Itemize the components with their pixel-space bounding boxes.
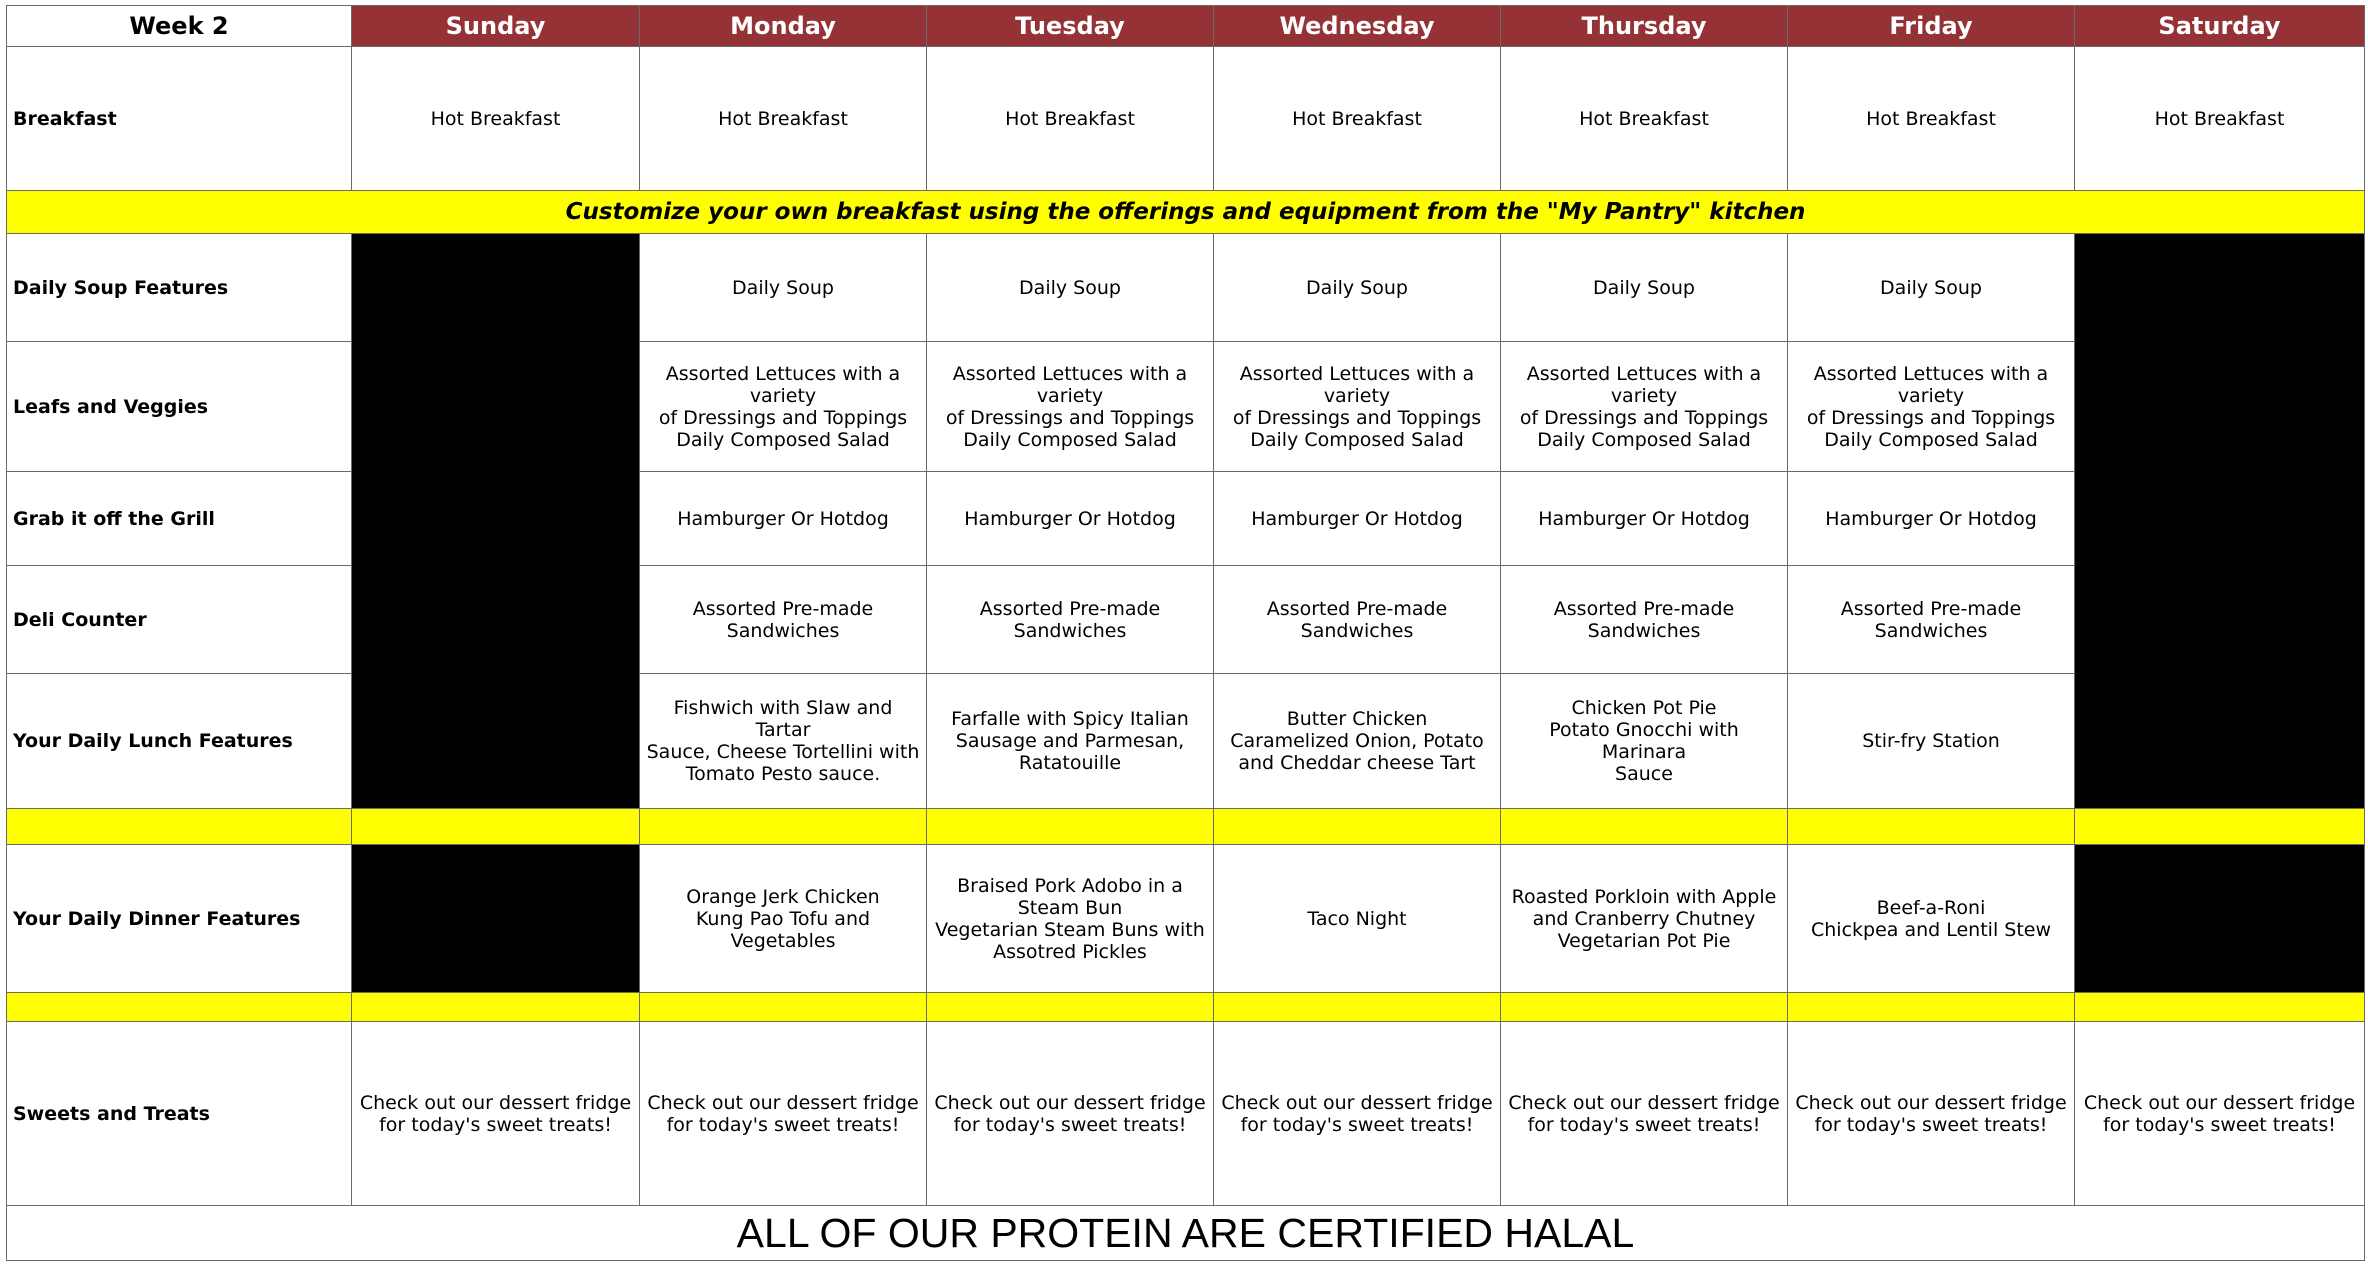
- row-label-leafs: Leafs and Veggies: [7, 342, 352, 472]
- soup-row: [7, 234, 2365, 342]
- row-label-soup: Daily Soup Features: [7, 234, 352, 342]
- soup-cell: Daily Soup: [1501, 234, 1788, 342]
- breakfast-cell: Hot Breakfast: [927, 47, 1214, 191]
- separator-cell: [1501, 809, 1788, 845]
- separator-cell: [1214, 993, 1501, 1022]
- halal-footer: ALL OF OUR PROTEIN ARE CERTIFIED HALAL: [7, 1206, 2365, 1261]
- day-header-saturday: Saturday: [2075, 6, 2365, 47]
- separator-cell: [7, 993, 352, 1022]
- saturday-closed-block: [2075, 845, 2365, 993]
- deli-cell: Assorted Pre-made Sandwiches: [1501, 566, 1788, 674]
- grill-cell: Hamburger Or Hotdog: [1214, 472, 1501, 566]
- day-header-tuesday: Tuesday: [927, 6, 1214, 47]
- separator-cell: [1501, 993, 1788, 1022]
- grill-cell: Hamburger Or Hotdog: [1788, 472, 2075, 566]
- weekly-menu-table: [6, 5, 2365, 1261]
- deli-cell: Assorted Pre-made Sandwiches: [927, 566, 1214, 674]
- soup-cell: Daily Soup: [927, 234, 1214, 342]
- separator-cell: [352, 993, 640, 1022]
- lunch-cell-friday: Stir-fry Station: [1788, 674, 2075, 809]
- row-label-sweets: Sweets and Treats: [7, 1022, 352, 1206]
- sweets-cell: Check out our dessert fridge for today's sweet treats!: [640, 1022, 927, 1206]
- sweets-cell: Check out our dessert fridge for today's sweet treats!: [352, 1022, 640, 1206]
- lunch-cell-tuesday: Farfalle with Spicy Italian Sausage and Parmesan, Ratatouille: [927, 674, 1214, 809]
- grill-cell: Hamburger Or Hotdog: [927, 472, 1214, 566]
- separator-cell: [2075, 809, 2365, 845]
- sweets-cell: Check out our dessert fridge for today's sweet treats!: [2075, 1022, 2365, 1206]
- separator-cell: [7, 809, 352, 845]
- separator-cell: [640, 809, 927, 845]
- sunday-closed-block: [352, 234, 640, 809]
- sweets-cell: Check out our dessert fridge for today's sweet treats!: [1501, 1022, 1788, 1206]
- banner-row: [7, 191, 2365, 234]
- separator-cell: [927, 809, 1214, 845]
- row-label-grill: Grab it off the Grill: [7, 472, 352, 566]
- separator-cell: [1788, 809, 2075, 845]
- separator-cell: [2075, 993, 2365, 1022]
- leafs-cell: Assorted Lettuces with a variety of Dressings and Toppings Daily Composed Salad: [1788, 342, 2075, 472]
- deli-cell: Assorted Pre-made Sandwiches: [1788, 566, 2075, 674]
- dinner-cell-thursday: Roasted Porkloin with Apple and Cranberry Chutney Vegetarian Pot Pie: [1501, 845, 1788, 993]
- lunch-cell-thursday: Chicken Pot Pie Potato Gnocchi with Marinara Sauce: [1501, 674, 1788, 809]
- row-label-dinner: Your Daily Dinner Features: [7, 845, 352, 993]
- dinner-cell-tuesday: Braised Pork Adobo in a Steam Bun Vegetarian Steam Buns with Assotred Pickles: [927, 845, 1214, 993]
- breakfast-row: [7, 47, 2365, 191]
- grill-cell: Hamburger Or Hotdog: [640, 472, 927, 566]
- dinner-cell-wednesday: Taco Night: [1214, 845, 1501, 993]
- soup-cell: Daily Soup: [1214, 234, 1501, 342]
- breakfast-cell: Hot Breakfast: [640, 47, 927, 191]
- leafs-cell: Assorted Lettuces with a variety of Dressings and Toppings Daily Composed Salad: [927, 342, 1214, 472]
- grill-cell: Hamburger Or Hotdog: [1501, 472, 1788, 566]
- separator-cell: [927, 993, 1214, 1022]
- separator-row: [7, 809, 2365, 845]
- lunch-cell-wednesday: Butter Chicken Caramelized Onion, Potato and Cheddar cheese Tart: [1214, 674, 1501, 809]
- breakfast-cell: Hot Breakfast: [352, 47, 640, 191]
- saturday-closed-block: [2075, 234, 2365, 809]
- soup-cell: Daily Soup: [1788, 234, 2075, 342]
- separator-cell: [640, 993, 927, 1022]
- header-row: [7, 6, 2365, 47]
- sunday-closed-block: [352, 845, 640, 993]
- dinner-row: [7, 845, 2365, 993]
- deli-cell: Assorted Pre-made Sandwiches: [640, 566, 927, 674]
- breakfast-cell: Hot Breakfast: [1788, 47, 2075, 191]
- sweets-cell: Check out our dessert fridge for today's sweet treats!: [1788, 1022, 2075, 1206]
- row-label-breakfast: Breakfast: [7, 47, 352, 191]
- day-header-wednesday: Wednesday: [1214, 6, 1501, 47]
- leafs-cell: Assorted Lettuces with a variety of Dressings and Toppings Daily Composed Salad: [640, 342, 927, 472]
- footer-row: [7, 1206, 2365, 1261]
- deli-cell: Assorted Pre-made Sandwiches: [1214, 566, 1501, 674]
- day-header-monday: Monday: [640, 6, 927, 47]
- day-header-thursday: Thursday: [1501, 6, 1788, 47]
- breakfast-cell: Hot Breakfast: [1501, 47, 1788, 191]
- separator-row: [7, 993, 2365, 1022]
- dinner-cell-monday: Orange Jerk Chicken Kung Pao Tofu and Vegetables: [640, 845, 927, 993]
- leafs-cell: Assorted Lettuces with a variety of Dressings and Toppings Daily Composed Salad: [1214, 342, 1501, 472]
- breakfast-banner: Customize your own breakfast using the offerings and equipment from the "My Pantry" kitchen: [7, 191, 2365, 234]
- sweets-row: [7, 1022, 2365, 1206]
- dinner-cell-friday: Beef-a-Roni Chickpea and Lentil Stew: [1788, 845, 2075, 993]
- breakfast-cell: Hot Breakfast: [1214, 47, 1501, 191]
- separator-cell: [352, 809, 640, 845]
- leafs-cell: Assorted Lettuces with a variety of Dressings and Toppings Daily Composed Salad: [1501, 342, 1788, 472]
- separator-cell: [1788, 993, 2075, 1022]
- separator-cell: [1214, 809, 1501, 845]
- row-label-lunch: Your Daily Lunch Features: [7, 674, 352, 809]
- breakfast-cell: Hot Breakfast: [2075, 47, 2365, 191]
- day-header-sunday: Sunday: [352, 6, 640, 47]
- sweets-cell: Check out our dessert fridge for today's sweet treats!: [927, 1022, 1214, 1206]
- day-header-friday: Friday: [1788, 6, 2075, 47]
- soup-cell: Daily Soup: [640, 234, 927, 342]
- lunch-cell-monday: Fishwich with Slaw and Tartar Sauce, Cheese Tortellini with Tomato Pesto sauce.: [640, 674, 927, 809]
- sweets-cell: Check out our dessert fridge for today's sweet treats!: [1214, 1022, 1501, 1206]
- row-label-deli: Deli Counter: [7, 566, 352, 674]
- week-label: Week 2: [7, 6, 352, 47]
